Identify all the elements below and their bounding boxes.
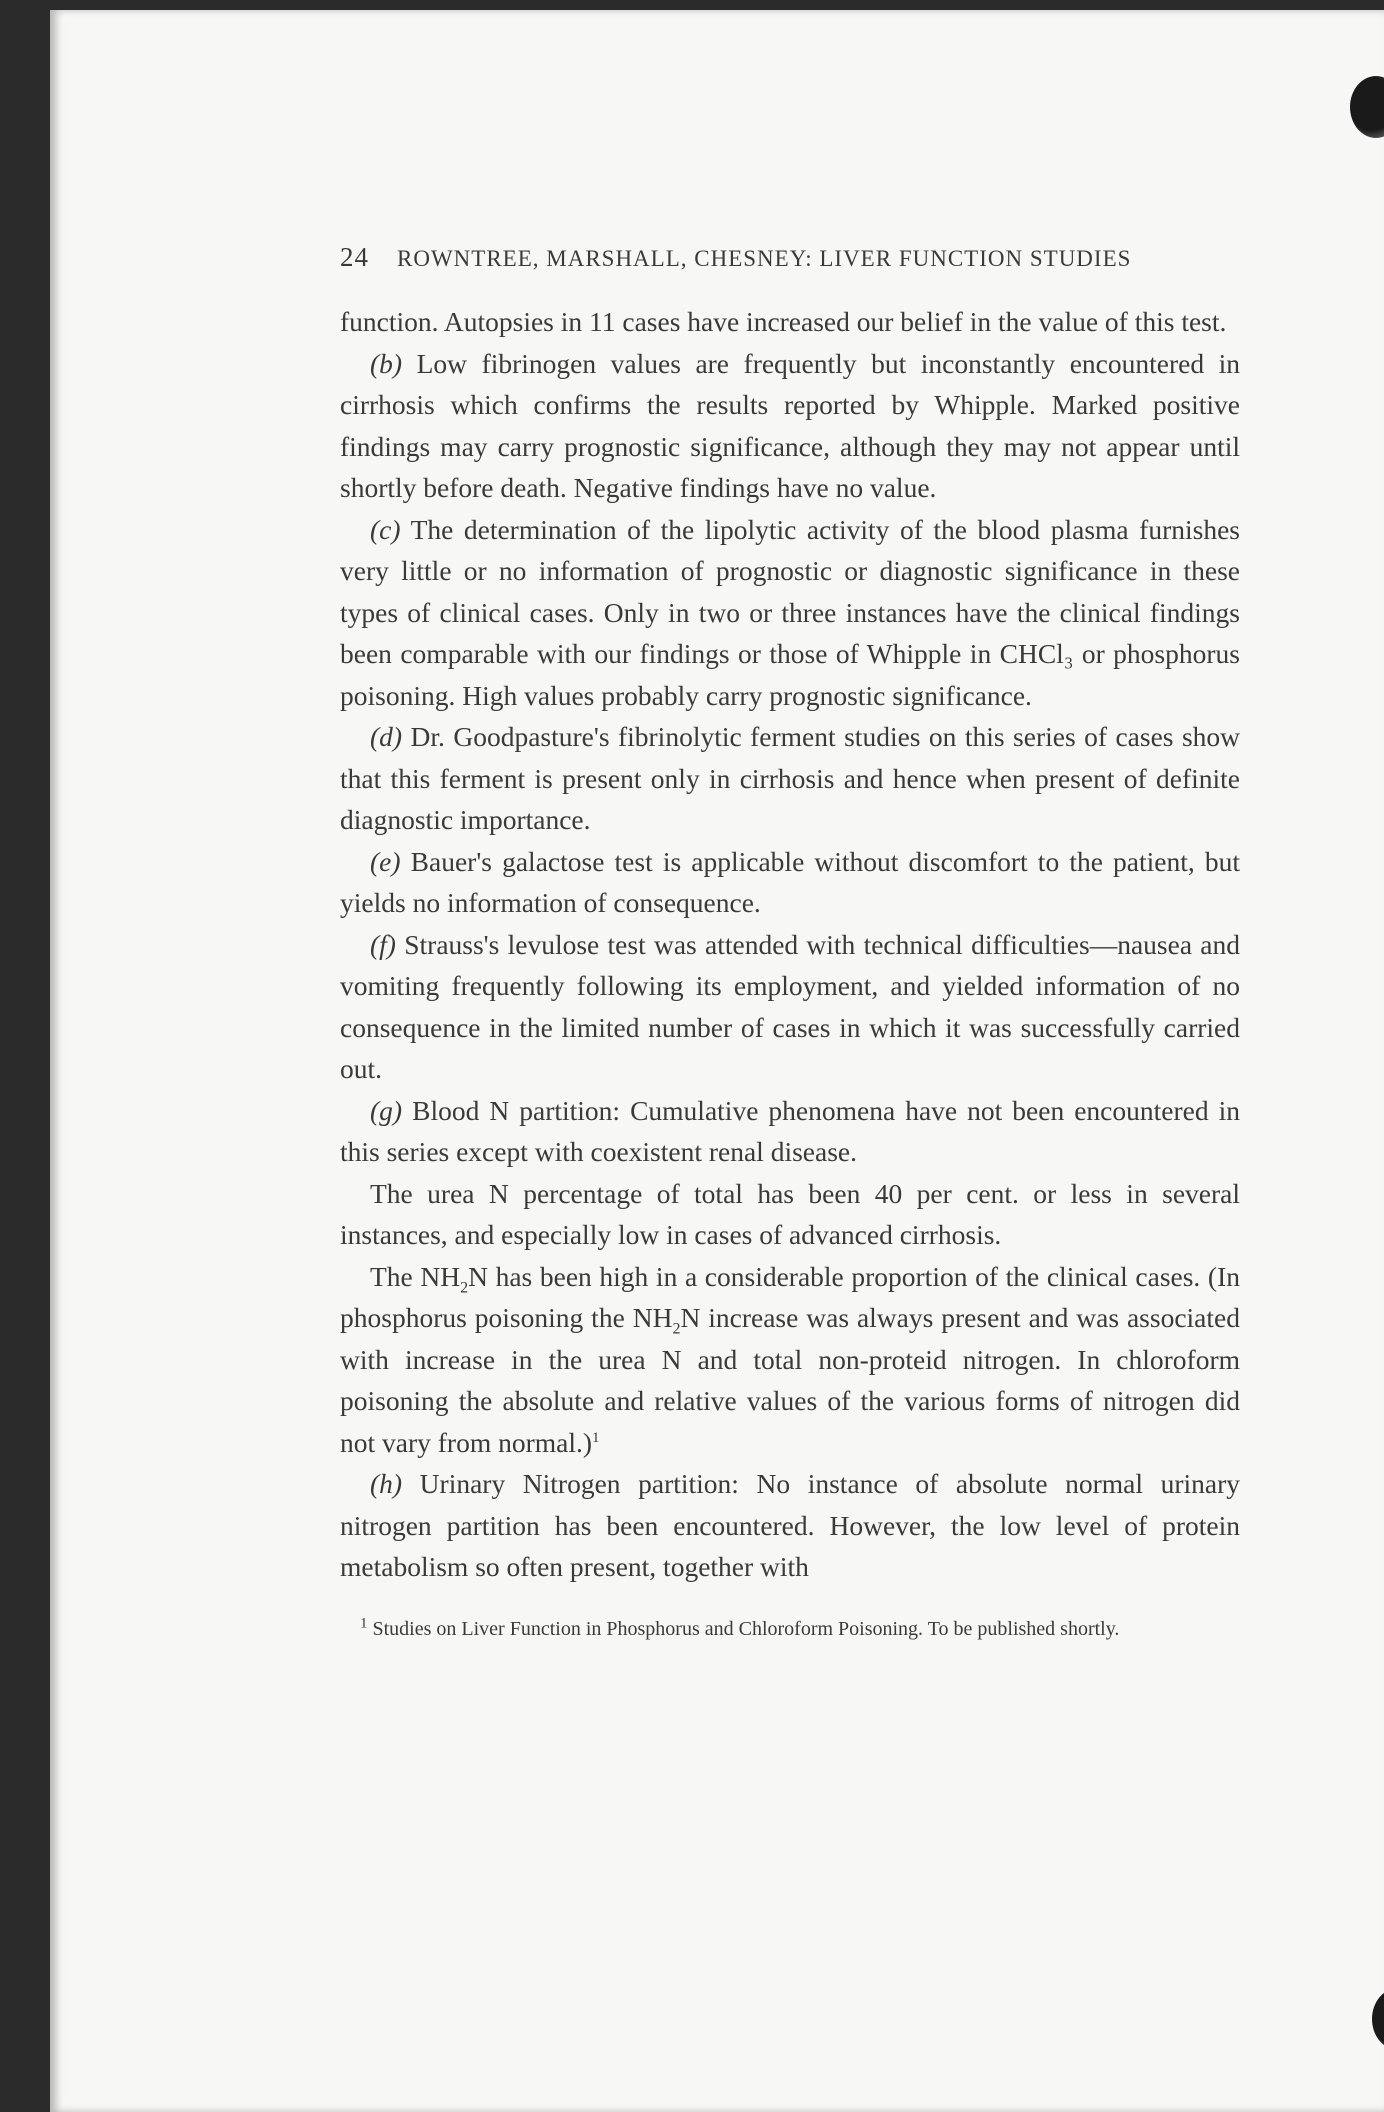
item-text: Dr. Goodpasture's fibrinolytic ferment studies on this series of cases show that this ferment is present only in cirrhosis and hence when present of definite diagnostic importance. (340, 721, 1241, 835)
item-label: (g) (370, 1094, 403, 1126)
footnote-mark: 1 (360, 1614, 368, 1631)
footnote-text: Studies on Liver Function in Phosphorus and Chloroform Poisoning. To be published shortly. (372, 1617, 1120, 1640)
binding-hole-bottom (1372, 1988, 1384, 2050)
item-label: (e) (370, 845, 401, 877)
item-text: Low fibrinogen values are frequently but inconstantly encountered in cirrhosis which confirms the results reported by Whipple. Marked positive findings may carry prognostic significance, although they may not appear until shortly before death. Negative findings have no value. (340, 347, 1241, 503)
paragraph-b (340, 343, 1240, 509)
page-number: 24 (340, 242, 369, 272)
item-text: Strauss's levulose test was attended with technical difficulties—nausea and vomiting frequently following its employment, and yielded information of no consequence in the limited number of cases in which it was successfully carried out. (340, 928, 1240, 1084)
item-text: Blood N partition: Cumulative phenomena have not been encountered in this series except with coexistent renal disease. (340, 1094, 1240, 1167)
running-title: ROWNTREE, MARSHALL, CHESNEY: LIVER FUNCTION STUDIES (397, 246, 1132, 271)
item-text: Bauer's galactose test is applicable without discomfort to the patient, but yields no information of consequence. (340, 845, 1240, 918)
item-label: (d) (370, 721, 403, 752)
paragraph-g (340, 1090, 1240, 1173)
paragraph-nh2n: The $NH_2N$ has been high in a considerable proportion of the clinical cases. (In phosphorus poisoning the $NH_2N$ increase was always present and was associated with increase in the urea N and total non-proteid nitrogen. In chloroform poisoning the absolute and relative values of the various forms of nitrogen did not vary from normal.)$^1$ (340, 1260, 1240, 1458)
item-label: (h) (370, 1468, 403, 1499)
footnote-reference: 1 (592, 1429, 600, 1446)
page-text (340, 242, 1240, 1643)
item-text: Urinary Nitrogen partition: No instance of absolute normal urinary nitrogen partition has been encountered. However, the low level of protein metabolism so often present, together with (340, 1468, 1240, 1582)
paragraph-h (340, 1463, 1240, 1588)
running-head (340, 242, 1240, 273)
paragraph-f (340, 924, 1240, 1090)
item-text: The determination of the lipolytic activity of the blood plasma furnishes very little or no information of prognostic or diagnostic significance in these types of clinical cases. Only in two or three instances have the clinical findings been comparable with our findings or those of Whipple in CHCl₃ or phosphorus poisoning. High values probably carry prognostic significance. (340, 513, 1240, 711)
paragraph-urea: The urea N percentage of total has been 40 per cent. or less in several instances, and especially low in cases of advanced cirrhosis. (340, 1177, 1240, 1250)
binding-hole-top (1350, 76, 1384, 138)
scanned-page (50, 10, 1384, 2112)
paragraph-d (340, 716, 1240, 841)
paragraph-continuation: function. Autopsies in 11 cases have increased our belief in the value of this test. (340, 306, 1227, 337)
paragraph-e (340, 841, 1240, 924)
item-label: (b) (370, 347, 403, 379)
footnote (340, 1616, 1240, 1643)
item-label: (c) (370, 513, 401, 545)
paragraph-c (340, 509, 1240, 717)
item-label: (f) (370, 928, 396, 960)
